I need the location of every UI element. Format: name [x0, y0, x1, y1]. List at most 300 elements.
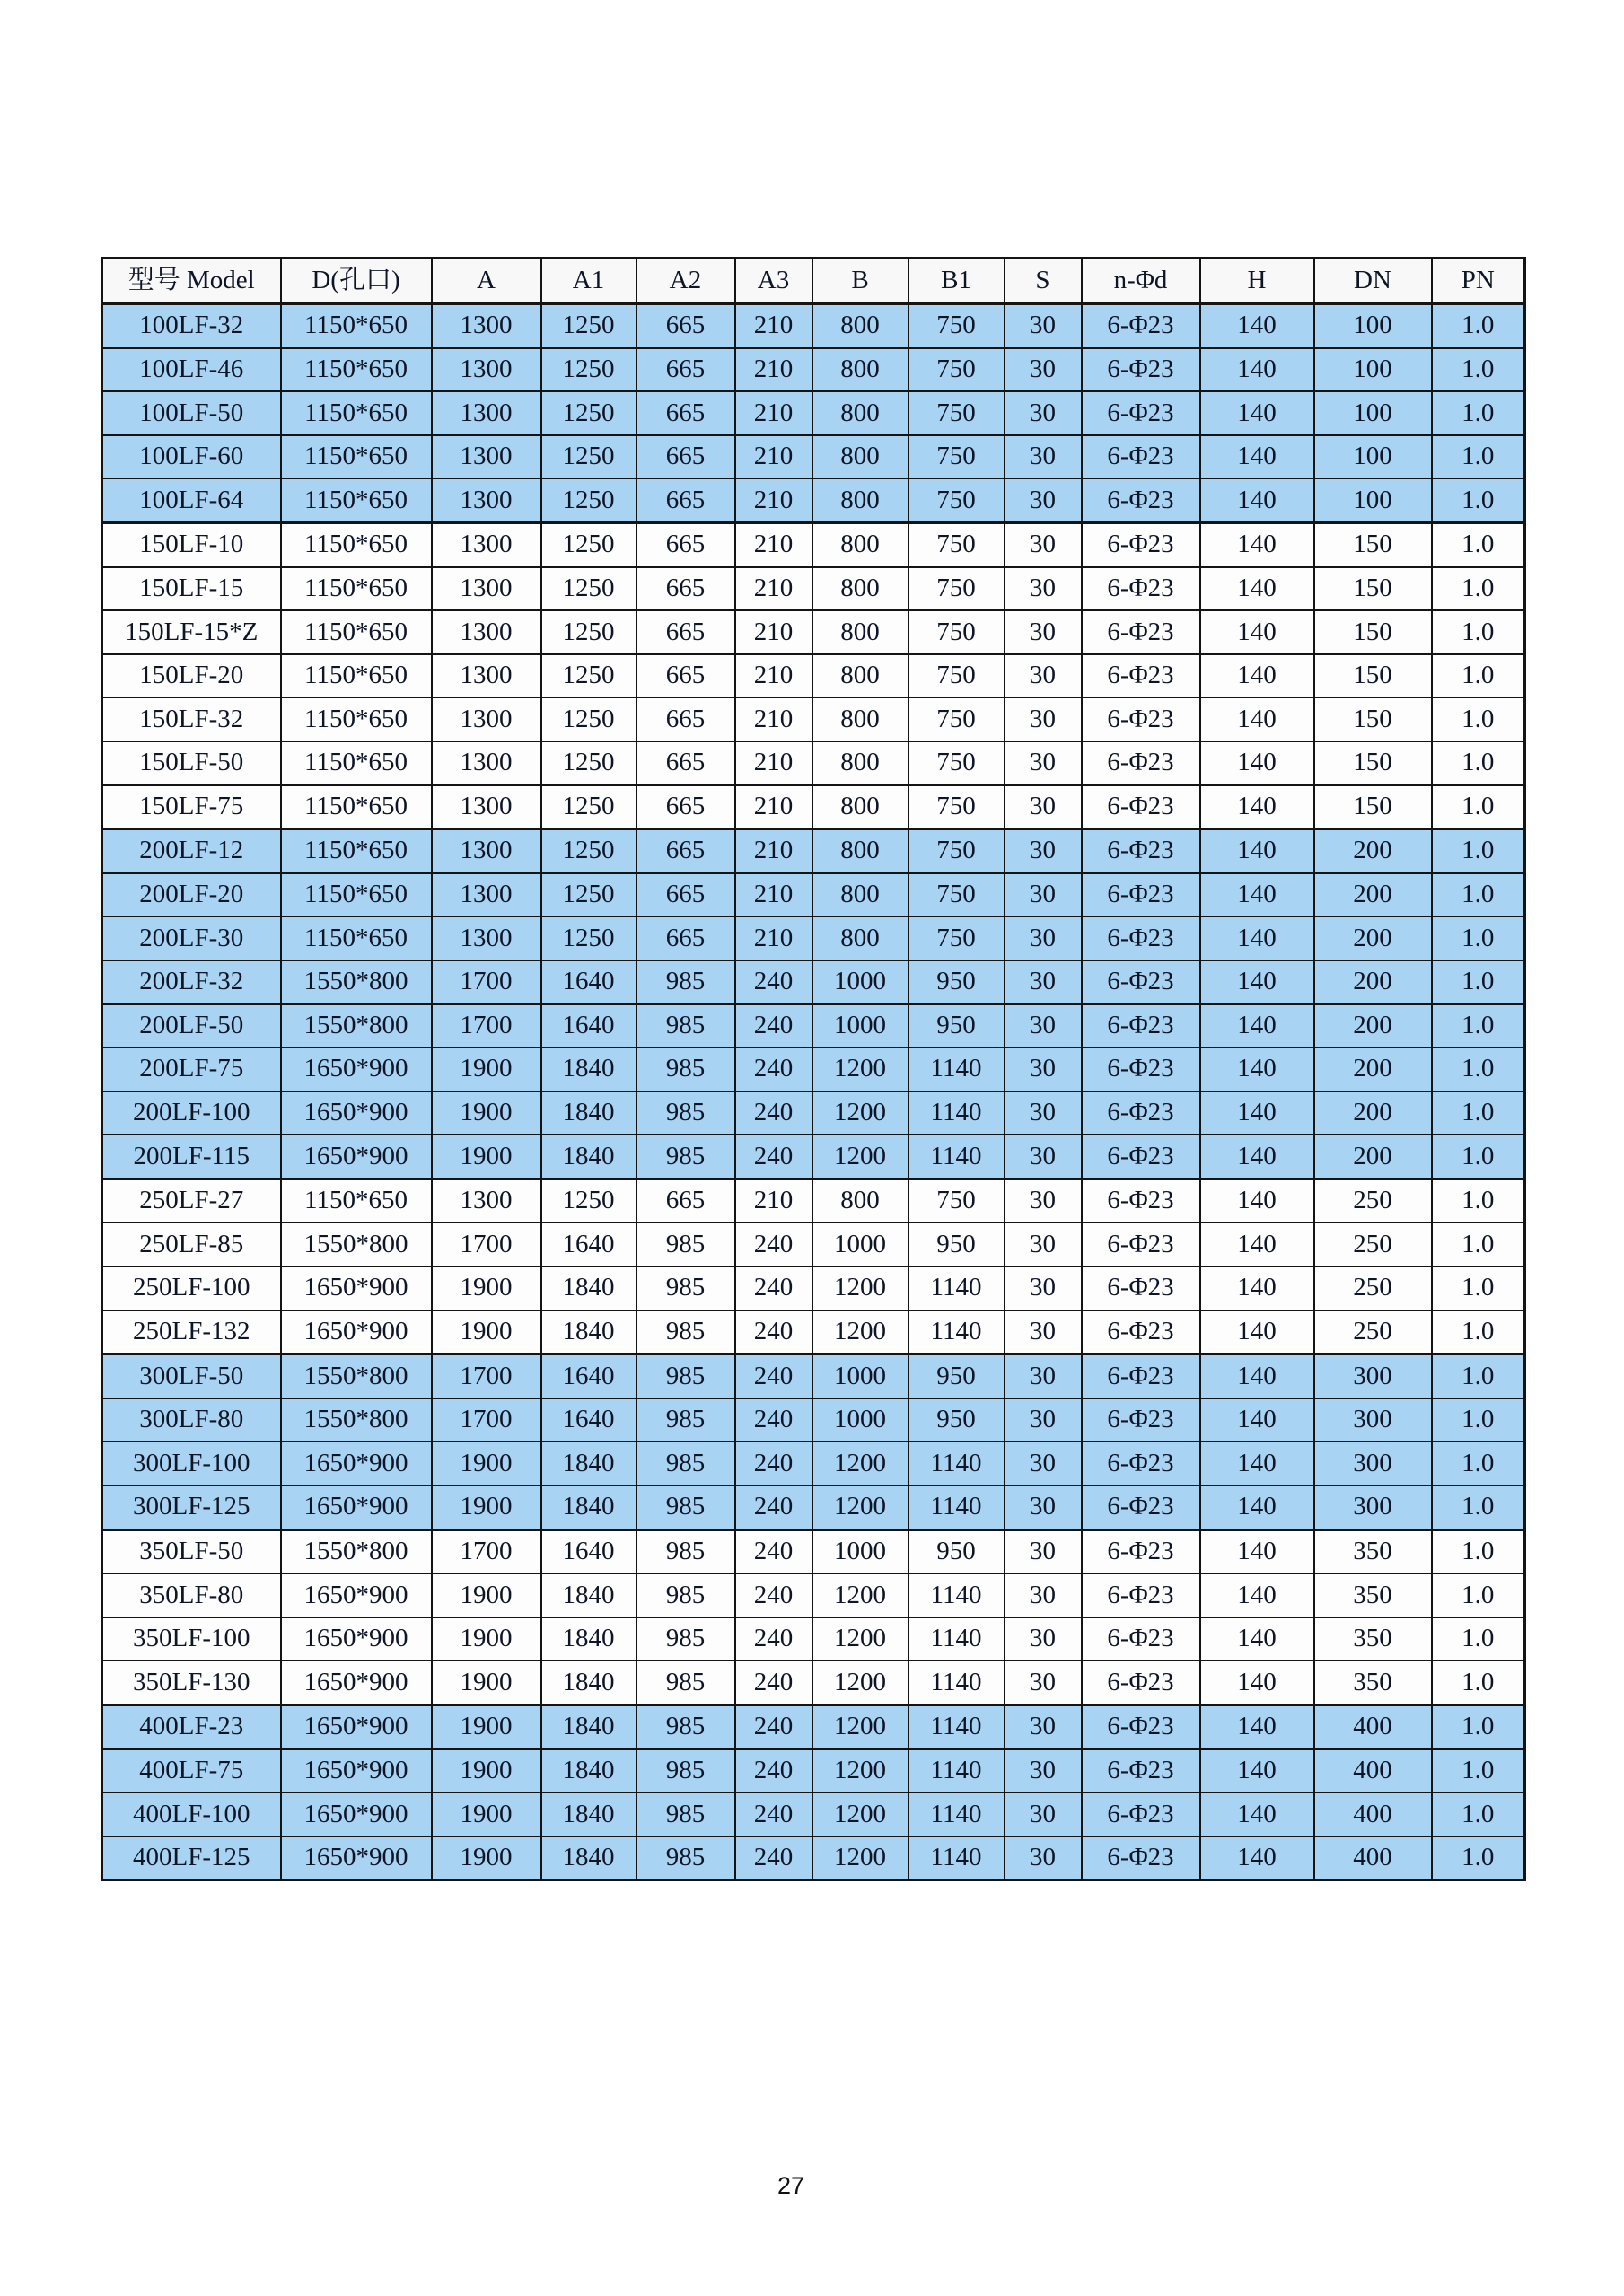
- value-cell: 140: [1200, 1179, 1314, 1222]
- value-cell: 1200: [812, 1135, 909, 1179]
- value-cell: 240: [735, 1135, 812, 1179]
- value-cell: 140: [1200, 1091, 1314, 1135]
- value-cell: 140: [1200, 1442, 1314, 1485]
- model-cell: 400LF-75: [102, 1749, 281, 1793]
- value-cell: 6-Φ23: [1082, 304, 1200, 348]
- value-cell: 1150*650: [281, 829, 432, 873]
- value-cell: 1550*800: [281, 1222, 432, 1266]
- value-cell: 400: [1314, 1705, 1432, 1749]
- value-cell: 140: [1200, 478, 1314, 522]
- value-cell: 30: [1005, 304, 1082, 348]
- model-cell: 300LF-125: [102, 1485, 281, 1529]
- value-cell: 1650*900: [281, 1705, 432, 1749]
- value-cell: 30: [1005, 1617, 1082, 1661]
- value-cell: 6-Φ23: [1082, 478, 1200, 522]
- value-cell: 1200: [812, 1310, 909, 1354]
- model-cell: 200LF-50: [102, 1004, 281, 1048]
- value-cell: 240: [735, 960, 812, 1004]
- value-cell: 1840: [541, 1442, 636, 1485]
- value-cell: 240: [735, 1485, 812, 1529]
- value-cell: 300: [1314, 1485, 1432, 1529]
- value-cell: 665: [636, 567, 735, 611]
- value-cell: 6-Φ23: [1082, 1135, 1200, 1179]
- value-cell: 1840: [541, 1661, 636, 1704]
- value-cell: 1250: [541, 916, 636, 960]
- table-row: [102, 304, 1525, 348]
- value-cell: 1650*900: [281, 1749, 432, 1793]
- value-cell: 1300: [432, 697, 541, 741]
- value-cell: 1840: [541, 1135, 636, 1179]
- value-cell: 1150*650: [281, 435, 432, 479]
- value-cell: 140: [1200, 1705, 1314, 1749]
- model-cell: 200LF-115: [102, 1135, 281, 1179]
- value-cell: 210: [735, 916, 812, 960]
- value-cell: 1140: [909, 1749, 1005, 1793]
- value-cell: 6-Φ23: [1082, 1442, 1200, 1485]
- value-cell: 1.0: [1432, 1004, 1525, 1048]
- value-cell: 1650*900: [281, 1573, 432, 1617]
- value-cell: 1840: [541, 1749, 636, 1793]
- model-cell: 200LF-32: [102, 960, 281, 1004]
- value-cell: 150: [1314, 654, 1432, 698]
- value-cell: 6-Φ23: [1082, 1529, 1200, 1573]
- value-cell: 1150*650: [281, 873, 432, 917]
- value-cell: 750: [909, 829, 1005, 873]
- value-cell: 1200: [812, 1266, 909, 1310]
- value-cell: 985: [636, 1749, 735, 1793]
- value-cell: 1.0: [1432, 1485, 1525, 1529]
- value-cell: 30: [1005, 1091, 1082, 1135]
- value-cell: 1250: [541, 478, 636, 522]
- model-cell: 150LF-50: [102, 741, 281, 785]
- value-cell: 30: [1005, 1661, 1082, 1704]
- value-cell: 1250: [541, 567, 636, 611]
- value-cell: 6-Φ23: [1082, 960, 1200, 1004]
- value-cell: 240: [735, 1661, 812, 1704]
- value-cell: 30: [1005, 916, 1082, 960]
- value-cell: 6-Φ23: [1082, 1310, 1200, 1354]
- value-cell: 30: [1005, 1485, 1082, 1529]
- value-cell: 1840: [541, 1705, 636, 1749]
- value-cell: 985: [636, 1705, 735, 1749]
- column-header: DN: [1314, 259, 1432, 304]
- value-cell: 1.0: [1432, 654, 1525, 698]
- value-cell: 1140: [909, 1792, 1005, 1836]
- value-cell: 6-Φ23: [1082, 873, 1200, 917]
- value-cell: 300: [1314, 1354, 1432, 1398]
- value-cell: 200: [1314, 1047, 1432, 1091]
- value-cell: 140: [1200, 1047, 1314, 1091]
- value-cell: 30: [1005, 1529, 1082, 1573]
- value-cell: 750: [909, 741, 1005, 785]
- value-cell: 140: [1200, 873, 1314, 917]
- value-cell: 1650*900: [281, 1661, 432, 1704]
- value-cell: 750: [909, 697, 1005, 741]
- value-cell: 30: [1005, 1792, 1082, 1836]
- value-cell: 140: [1200, 1222, 1314, 1266]
- value-cell: 1.0: [1432, 829, 1525, 873]
- value-cell: 30: [1005, 1836, 1082, 1880]
- value-cell: 6-Φ23: [1082, 916, 1200, 960]
- value-cell: 1150*650: [281, 916, 432, 960]
- value-cell: 985: [636, 1792, 735, 1836]
- value-cell: 240: [735, 1529, 812, 1573]
- value-cell: 1250: [541, 1179, 636, 1222]
- value-cell: 665: [636, 1179, 735, 1222]
- value-cell: 1.0: [1432, 1749, 1525, 1793]
- value-cell: 210: [735, 1179, 812, 1222]
- value-cell: 1700: [432, 1004, 541, 1048]
- value-cell: 1.0: [1432, 1222, 1525, 1266]
- value-cell: 1650*900: [281, 1836, 432, 1880]
- column-header: S: [1005, 259, 1082, 304]
- value-cell: 1.0: [1432, 916, 1525, 960]
- value-cell: 800: [812, 785, 909, 829]
- table-row: [102, 348, 1525, 392]
- value-cell: 6-Φ23: [1082, 1047, 1200, 1091]
- value-cell: 30: [1005, 522, 1082, 566]
- value-cell: 1840: [541, 1310, 636, 1354]
- value-cell: 240: [735, 1047, 812, 1091]
- value-cell: 140: [1200, 435, 1314, 479]
- value-cell: 1650*900: [281, 1266, 432, 1310]
- value-cell: 210: [735, 304, 812, 348]
- value-cell: 140: [1200, 1836, 1314, 1880]
- column-header: n-Φd: [1082, 259, 1200, 304]
- table-row: [102, 1091, 1525, 1135]
- value-cell: 1650*900: [281, 1442, 432, 1485]
- value-cell: 1140: [909, 1617, 1005, 1661]
- value-cell: 6-Φ23: [1082, 1266, 1200, 1310]
- value-cell: 1900: [432, 1442, 541, 1485]
- value-cell: 200: [1314, 829, 1432, 873]
- value-cell: 30: [1005, 741, 1082, 785]
- table-row: [102, 1310, 1525, 1354]
- value-cell: 30: [1005, 1354, 1082, 1398]
- value-cell: 30: [1005, 697, 1082, 741]
- value-cell: 1300: [432, 304, 541, 348]
- table-row: [102, 1398, 1525, 1442]
- value-cell: 140: [1200, 1661, 1314, 1704]
- value-cell: 140: [1200, 567, 1314, 611]
- value-cell: 750: [909, 873, 1005, 917]
- value-cell: 950: [909, 1398, 1005, 1442]
- value-cell: 6-Φ23: [1082, 1617, 1200, 1661]
- value-cell: 100: [1314, 478, 1432, 522]
- value-cell: 6-Φ23: [1082, 1398, 1200, 1442]
- table-row: [102, 1661, 1525, 1704]
- value-cell: 800: [812, 304, 909, 348]
- value-cell: 800: [812, 435, 909, 479]
- value-cell: 210: [735, 478, 812, 522]
- value-cell: 800: [812, 829, 909, 873]
- value-cell: 30: [1005, 567, 1082, 611]
- value-cell: 6-Φ23: [1082, 829, 1200, 873]
- table-row: [102, 1573, 1525, 1617]
- value-cell: 1900: [432, 1091, 541, 1135]
- value-cell: 1150*650: [281, 610, 432, 654]
- value-cell: 1300: [432, 1179, 541, 1222]
- spec-table: [101, 257, 1526, 1881]
- value-cell: 985: [636, 1222, 735, 1266]
- value-cell: 1.0: [1432, 1573, 1525, 1617]
- table-row: [102, 391, 1525, 435]
- value-cell: 1840: [541, 1091, 636, 1135]
- model-cell: 350LF-50: [102, 1529, 281, 1573]
- value-cell: 140: [1200, 1266, 1314, 1310]
- value-cell: 665: [636, 697, 735, 741]
- value-cell: 150: [1314, 522, 1432, 566]
- value-cell: 800: [812, 916, 909, 960]
- value-cell: 30: [1005, 1004, 1082, 1048]
- value-cell: 1640: [541, 960, 636, 1004]
- value-cell: 1150*650: [281, 348, 432, 392]
- value-cell: 1200: [812, 1617, 909, 1661]
- value-cell: 985: [636, 1661, 735, 1704]
- value-cell: 665: [636, 654, 735, 698]
- value-cell: 800: [812, 610, 909, 654]
- value-cell: 1200: [812, 1485, 909, 1529]
- value-cell: 6-Φ23: [1082, 1705, 1200, 1749]
- value-cell: 240: [735, 1792, 812, 1836]
- value-cell: 1.0: [1432, 435, 1525, 479]
- value-cell: 1.0: [1432, 1310, 1525, 1354]
- value-cell: 30: [1005, 960, 1082, 1004]
- value-cell: 1640: [541, 1529, 636, 1573]
- value-cell: 350: [1314, 1573, 1432, 1617]
- value-cell: 1140: [909, 1573, 1005, 1617]
- table-row: [102, 1485, 1525, 1529]
- value-cell: 6-Φ23: [1082, 610, 1200, 654]
- value-cell: 665: [636, 478, 735, 522]
- value-cell: 30: [1005, 1179, 1082, 1222]
- value-cell: 1840: [541, 1047, 636, 1091]
- page-number: 27: [777, 2172, 805, 2199]
- value-cell: 1.0: [1432, 1705, 1525, 1749]
- value-cell: 1200: [812, 1836, 909, 1880]
- value-cell: 1900: [432, 1749, 541, 1793]
- value-cell: 1.0: [1432, 1792, 1525, 1836]
- value-cell: 950: [909, 960, 1005, 1004]
- value-cell: 140: [1200, 654, 1314, 698]
- value-cell: 1250: [541, 610, 636, 654]
- table-row: [102, 1135, 1525, 1179]
- value-cell: 240: [735, 1222, 812, 1266]
- value-cell: 350: [1314, 1661, 1432, 1704]
- value-cell: 1200: [812, 1442, 909, 1485]
- value-cell: 210: [735, 829, 812, 873]
- value-cell: 1250: [541, 522, 636, 566]
- value-cell: 1200: [812, 1047, 909, 1091]
- value-cell: 1650*900: [281, 1617, 432, 1661]
- value-cell: 1.0: [1432, 1135, 1525, 1179]
- value-cell: 1.0: [1432, 1398, 1525, 1442]
- value-cell: 1550*800: [281, 1398, 432, 1442]
- value-cell: 140: [1200, 1004, 1314, 1048]
- value-cell: 6-Φ23: [1082, 654, 1200, 698]
- model-cell: 100LF-46: [102, 348, 281, 392]
- value-cell: 6-Φ23: [1082, 1004, 1200, 1048]
- value-cell: 1250: [541, 741, 636, 785]
- column-header: B1: [909, 259, 1005, 304]
- value-cell: 30: [1005, 610, 1082, 654]
- value-cell: 140: [1200, 1573, 1314, 1617]
- model-cell: 250LF-100: [102, 1266, 281, 1310]
- value-cell: 30: [1005, 1705, 1082, 1749]
- value-cell: 985: [636, 1091, 735, 1135]
- value-cell: 200: [1314, 1135, 1432, 1179]
- value-cell: 800: [812, 567, 909, 611]
- value-cell: 300: [1314, 1398, 1432, 1442]
- value-cell: 985: [636, 1266, 735, 1310]
- value-cell: 140: [1200, 1135, 1314, 1179]
- value-cell: 1650*900: [281, 1792, 432, 1836]
- value-cell: 1700: [432, 1529, 541, 1573]
- value-cell: 210: [735, 785, 812, 829]
- value-cell: 6-Φ23: [1082, 522, 1200, 566]
- value-cell: 6-Φ23: [1082, 348, 1200, 392]
- value-cell: 800: [812, 654, 909, 698]
- value-cell: 6-Φ23: [1082, 1354, 1200, 1398]
- value-cell: 750: [909, 435, 1005, 479]
- value-cell: 30: [1005, 1398, 1082, 1442]
- value-cell: 240: [735, 1266, 812, 1310]
- value-cell: 750: [909, 478, 1005, 522]
- value-cell: 665: [636, 610, 735, 654]
- value-cell: 1.0: [1432, 348, 1525, 392]
- value-cell: 240: [735, 1091, 812, 1135]
- table-row: [102, 1529, 1525, 1573]
- table-row: [102, 654, 1525, 698]
- value-cell: 1300: [432, 654, 541, 698]
- value-cell: 1300: [432, 435, 541, 479]
- value-cell: 1.0: [1432, 1661, 1525, 1704]
- value-cell: 30: [1005, 785, 1082, 829]
- value-cell: 1840: [541, 1792, 636, 1836]
- value-cell: 1900: [432, 1792, 541, 1836]
- value-cell: 150: [1314, 697, 1432, 741]
- value-cell: 1250: [541, 348, 636, 392]
- model-cell: 350LF-100: [102, 1617, 281, 1661]
- value-cell: 1.0: [1432, 1354, 1525, 1398]
- value-cell: 210: [735, 741, 812, 785]
- value-cell: 210: [735, 435, 812, 479]
- value-cell: 1840: [541, 1266, 636, 1310]
- table-row: [102, 435, 1525, 479]
- value-cell: 140: [1200, 1529, 1314, 1573]
- value-cell: 1650*900: [281, 1485, 432, 1529]
- value-cell: 30: [1005, 1222, 1082, 1266]
- value-cell: 1550*800: [281, 1354, 432, 1398]
- value-cell: 1000: [812, 960, 909, 1004]
- value-cell: 1300: [432, 873, 541, 917]
- column-header: A2: [636, 259, 735, 304]
- model-cell: 200LF-30: [102, 916, 281, 960]
- value-cell: 6-Φ23: [1082, 567, 1200, 611]
- value-cell: 1140: [909, 1091, 1005, 1135]
- value-cell: 210: [735, 610, 812, 654]
- value-cell: 250: [1314, 1222, 1432, 1266]
- value-cell: 800: [812, 522, 909, 566]
- value-cell: 1900: [432, 1266, 541, 1310]
- value-cell: 1900: [432, 1310, 541, 1354]
- table-row: [102, 1004, 1525, 1048]
- value-cell: 140: [1200, 1310, 1314, 1354]
- value-cell: 1140: [909, 1661, 1005, 1704]
- value-cell: 1150*650: [281, 304, 432, 348]
- value-cell: 985: [636, 1310, 735, 1354]
- model-cell: 350LF-80: [102, 1573, 281, 1617]
- value-cell: 1250: [541, 829, 636, 873]
- column-header: B: [812, 259, 909, 304]
- value-cell: 140: [1200, 1485, 1314, 1529]
- value-cell: 400: [1314, 1792, 1432, 1836]
- table-row: [102, 785, 1525, 829]
- value-cell: 1140: [909, 1442, 1005, 1485]
- model-cell: 400LF-100: [102, 1792, 281, 1836]
- value-cell: 1840: [541, 1573, 636, 1617]
- value-cell: 1900: [432, 1705, 541, 1749]
- value-cell: 200: [1314, 960, 1432, 1004]
- value-cell: 210: [735, 654, 812, 698]
- value-cell: 6-Φ23: [1082, 1792, 1200, 1836]
- value-cell: 1150*650: [281, 391, 432, 435]
- value-cell: 1000: [812, 1354, 909, 1398]
- value-cell: 200: [1314, 873, 1432, 917]
- value-cell: 1.0: [1432, 1442, 1525, 1485]
- value-cell: 1200: [812, 1661, 909, 1704]
- table-row: [102, 960, 1525, 1004]
- value-cell: 210: [735, 567, 812, 611]
- value-cell: 250: [1314, 1310, 1432, 1354]
- value-cell: 1300: [432, 916, 541, 960]
- value-cell: 210: [735, 391, 812, 435]
- value-cell: 140: [1200, 348, 1314, 392]
- table-row: [102, 829, 1525, 873]
- value-cell: 6-Φ23: [1082, 1179, 1200, 1222]
- value-cell: 150: [1314, 567, 1432, 611]
- table-row: [102, 478, 1525, 522]
- value-cell: 6-Φ23: [1082, 697, 1200, 741]
- value-cell: 6-Φ23: [1082, 1091, 1200, 1135]
- value-cell: 800: [812, 873, 909, 917]
- table-row: [102, 1705, 1525, 1749]
- value-cell: 1640: [541, 1004, 636, 1048]
- value-cell: 1250: [541, 697, 636, 741]
- value-cell: 985: [636, 1047, 735, 1091]
- value-cell: 1.0: [1432, 304, 1525, 348]
- value-cell: 30: [1005, 391, 1082, 435]
- value-cell: 985: [636, 1836, 735, 1880]
- value-cell: 1200: [812, 1792, 909, 1836]
- table-row: [102, 1442, 1525, 1485]
- value-cell: 1900: [432, 1617, 541, 1661]
- value-cell: 750: [909, 522, 1005, 566]
- value-cell: 1300: [432, 391, 541, 435]
- value-cell: 1140: [909, 1310, 1005, 1354]
- value-cell: 665: [636, 391, 735, 435]
- table-row: [102, 1617, 1525, 1661]
- value-cell: 1250: [541, 654, 636, 698]
- value-cell: 100: [1314, 348, 1432, 392]
- value-cell: 30: [1005, 435, 1082, 479]
- value-cell: 140: [1200, 1398, 1314, 1442]
- value-cell: 30: [1005, 1749, 1082, 1793]
- value-cell: 210: [735, 873, 812, 917]
- value-cell: 1.0: [1432, 785, 1525, 829]
- value-cell: 250: [1314, 1179, 1432, 1222]
- value-cell: 665: [636, 348, 735, 392]
